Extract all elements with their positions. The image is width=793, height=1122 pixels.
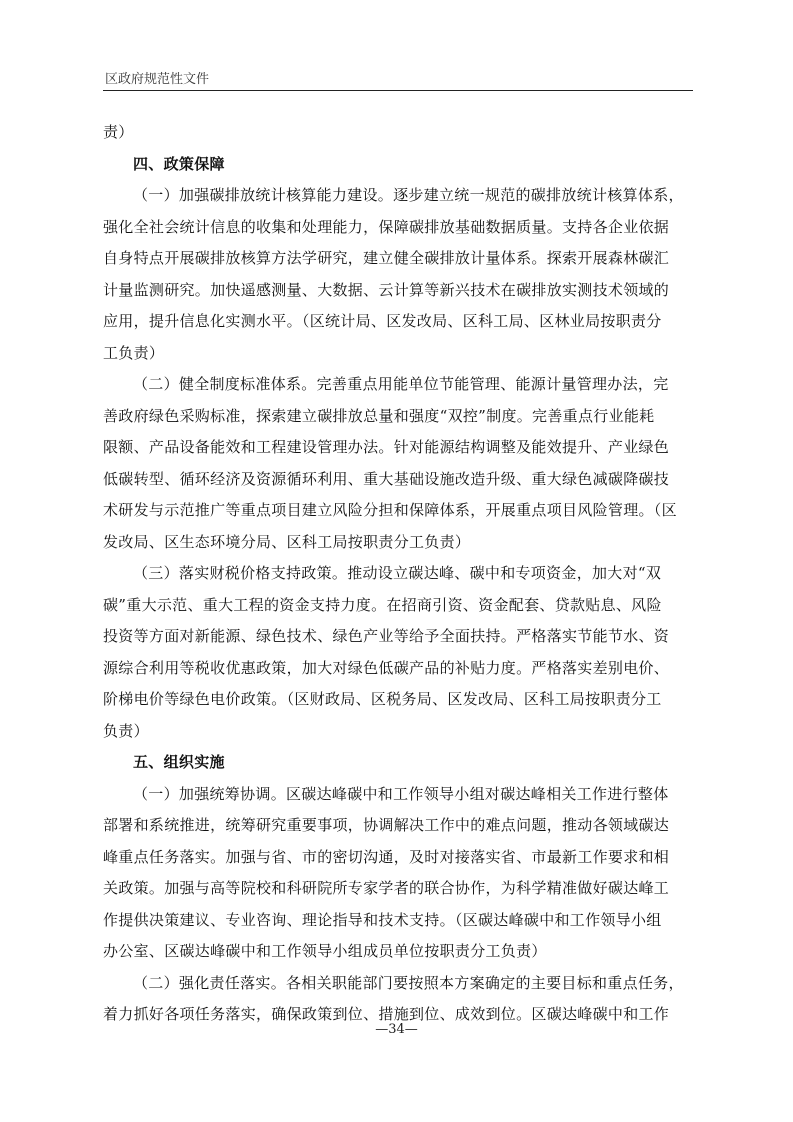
text-line: 投资等方面对新能源、绿色技术、绿色产业等给予全面扶持。严格落实节能节水、资 [103, 627, 670, 645]
text-line: 自身特点开展碳排放核算方法学研究，建立健全碳排放计量体系。探索开展森林碳汇 [103, 249, 670, 267]
text-line: 着力抓好各项任务落实，确保政策到位、措施到位、成效到位。区碳达峰碳中和工作 [103, 1005, 670, 1023]
page-header [103, 66, 693, 91]
text-line: （一）加强统筹协调。区碳达峰碳中和工作领导小组对碳达峰相关工作进行整体 [133, 784, 669, 803]
text-line: （二）健全制度标准体系。完善重点用能单位节能管理、能源计量管理办法，完 [133, 375, 669, 393]
text-line: 强化全社会统计信息的收集和处理能力，保障碳排放基础数据质量。支持各企业依据 [103, 217, 670, 236]
text-line: 碳”重大示范、重大工程的资金支持力度。在招商引资、资金配套、贷款贴息、风险 [103, 595, 662, 614]
text-line: 计量监测研究。加快遥感测量、大数据、云计算等新兴技术在碳排放实测技术领域的 [103, 280, 670, 299]
text-line: （三）落实财税价格支持政策。推动设立碳达峰、碳中和专项资金，加大对“双 [133, 564, 662, 582]
text-line: 应用，提升信息化实测水平。（区统计局、区发改局、区科工局、区林业局按职责分 [103, 312, 662, 330]
text-line: 关政策。加强与高等院校和科研院所专家学者的联合协作，为科学精准做好碳达峰工 [103, 879, 670, 897]
text-line: 源综合利用等税收优惠政策，加大对绿色低碳产品的补贴力度。严格落实差别电价、 [103, 658, 670, 677]
text-line: 善政府绿色采购标准，探索建立碳排放总量和强度“双控”制度。完善重点行业能耗 [103, 406, 655, 425]
text-line: 作提供决策建议、专业咨询、理论指导和技术支持。（区碳达峰碳中和工作领导小组 [103, 910, 662, 929]
page-number: —34— [375, 1022, 418, 1037]
text-line: （二）强化责任落实。各相关职能部门要按照本方案确定的主要目标和重点任务， [133, 973, 684, 992]
section-heading: 四、政策保障 [133, 154, 225, 173]
text-line: 工负责） [103, 343, 165, 362]
section-heading: 五、组织实施 [133, 753, 225, 771]
document-body [103, 117, 693, 1031]
text-line: 限额、产品设备能效和工程建设管理办法。针对能源结构调整及能效提升、产业绿色 [103, 438, 670, 456]
text-line: 峰重点任务落实。加强与省、市的密切沟通，及时对接落实省、市最新工作要求和相 [103, 847, 670, 866]
header-title: 区政府规范性文件 [105, 72, 210, 87]
text-line: 术研发与示范推广等重点项目建立风险分担和保障体系，开展重点项目风险管理。（区 [103, 501, 677, 519]
text-line: 低碳转型、循环经济及资源循环利用、重大基础设施改造升级、重大绿色减碳降碳技 [103, 469, 670, 488]
text-line: 发改局、区生态环境分局、区科工局按职责分工负责） [103, 532, 471, 551]
text-line: 办公室、区碳达峰碳中和工作领导小组成员单位按职责分工负责） [103, 942, 547, 960]
text-line: 阶梯电价等绿色电价政策。（区财政局、区税务局、区发改局、区科工局按职责分工 [103, 690, 662, 708]
text-line: 责） [103, 123, 134, 141]
text-line: 部署和系统推进，统筹研究重要事项，协调解决工作中的难点问题，推动各领域碳达 [103, 816, 670, 834]
text-line: （一）加强碳排放统计核算能力建设。逐步建立统一规范的碳排放统计核算体系， [133, 186, 684, 204]
text-line: 负责） [103, 721, 149, 740]
